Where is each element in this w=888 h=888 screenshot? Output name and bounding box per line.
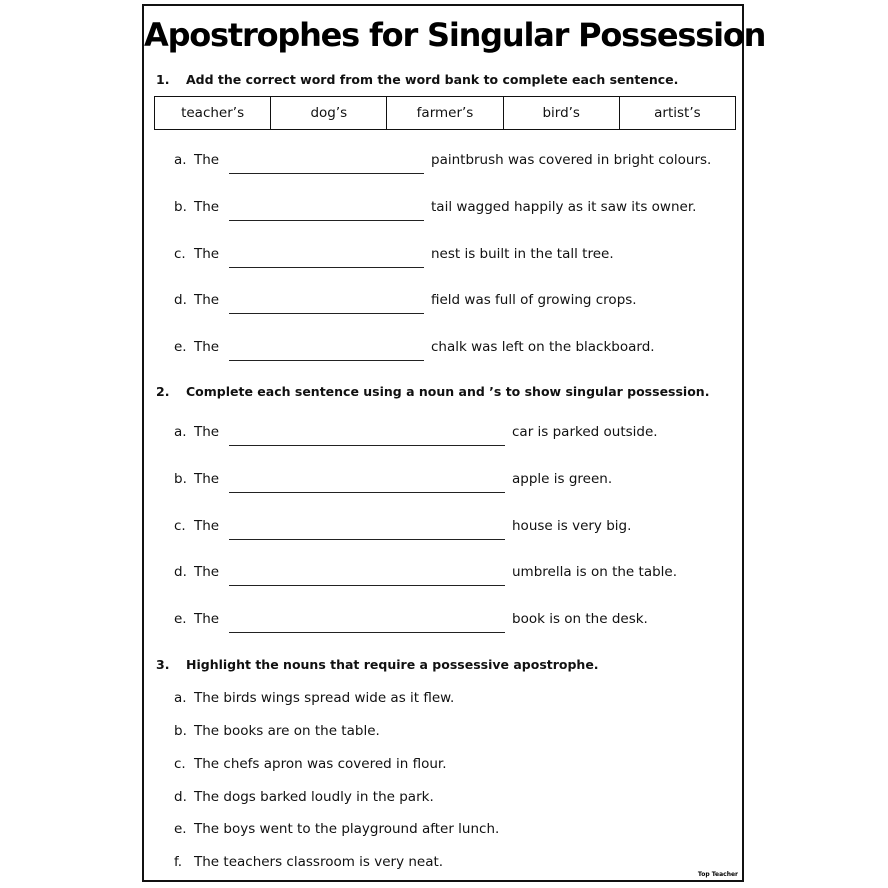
item-letter: b. <box>174 199 187 215</box>
answer-blank[interactable] <box>229 220 424 221</box>
item-letter: c. <box>174 756 186 772</box>
word-bank-item: dog’s <box>271 97 387 129</box>
item-start: The <box>194 424 220 440</box>
item-letter: d. <box>174 789 187 805</box>
item-end: book is on the desk. <box>512 611 648 627</box>
q3-item-d[interactable] <box>174 789 434 805</box>
item-letter: b. <box>174 723 187 739</box>
item-start: The <box>194 339 220 355</box>
item-end: house is very big. <box>512 518 632 534</box>
brand-logo: Top Teacher <box>697 871 738 878</box>
item-letter: c. <box>174 518 186 534</box>
item-end: nest is built in the tall tree. <box>431 246 614 262</box>
item-end: chalk was left on the blackboard. <box>431 339 655 355</box>
item-letter: d. <box>174 292 187 308</box>
answer-blank[interactable] <box>229 585 505 586</box>
answer-blank[interactable] <box>229 492 505 493</box>
q3-item-b[interactable] <box>174 723 380 739</box>
item-letter: a. <box>174 152 187 168</box>
item-start: The <box>194 292 220 308</box>
question-number: 2. <box>156 384 170 399</box>
item-letter: c. <box>174 246 186 262</box>
item-letter: d. <box>174 564 187 580</box>
sentence-text[interactable]: The teachers classroom is very neat. <box>194 854 444 870</box>
worksheet <box>142 4 766 882</box>
question-instruction: Add the correct word from the word bank to complete each sentence. <box>186 72 679 87</box>
answer-blank[interactable] <box>229 632 505 633</box>
worksheet-title: Apostrophes for Singular Possession <box>144 16 766 54</box>
question-instruction: Highlight the nouns that require a possessive apostrophe. <box>186 657 599 672</box>
answer-blank[interactable] <box>229 267 424 268</box>
q3-item-e[interactable] <box>174 821 499 837</box>
item-start: The <box>194 564 220 580</box>
question-3-heading <box>156 657 599 672</box>
item-letter: a. <box>174 690 187 706</box>
item-start: The <box>194 518 220 534</box>
item-end: field was full of growing crops. <box>431 292 637 308</box>
answer-blank[interactable] <box>229 313 424 314</box>
question-instruction: Complete each sentence using a noun and ’s to show singular possession. <box>186 384 710 399</box>
item-letter: a. <box>174 424 187 440</box>
q3-item-f[interactable] <box>174 854 443 870</box>
item-letter: e. <box>174 611 187 627</box>
word-bank-item: artist’s <box>654 105 701 121</box>
answer-blank[interactable] <box>229 445 505 446</box>
word-bank-item: teacher’s <box>155 97 271 129</box>
sentence-text[interactable]: The chefs apron was covered in flour. <box>194 756 447 772</box>
answer-blank[interactable] <box>229 173 424 174</box>
item-start: The <box>194 246 220 262</box>
item-end: apple is green. <box>512 471 613 487</box>
item-letter: e. <box>174 821 187 837</box>
item-letter: f. <box>174 854 183 870</box>
sentence-text[interactable]: The books are on the table. <box>194 723 380 739</box>
question-1-heading <box>156 72 678 87</box>
item-end: tail wagged happily as it saw its owner. <box>431 199 697 215</box>
item-end: car is parked outside. <box>512 424 658 440</box>
question-number: 1. <box>156 72 170 87</box>
sentence-text[interactable]: The birds wings spread wide as it flew. <box>194 690 455 706</box>
item-letter: e. <box>174 339 187 355</box>
q3-item-c[interactable] <box>174 756 447 772</box>
answer-blank[interactable] <box>229 539 505 540</box>
question-2-heading <box>156 384 709 399</box>
item-start: The <box>194 471 220 487</box>
answer-blank[interactable] <box>229 360 424 361</box>
sentence-text[interactable]: The dogs barked loudly in the park. <box>194 789 434 805</box>
item-end: umbrella is on the table. <box>512 564 678 580</box>
item-end: paintbrush was covered in bright colours. <box>431 152 712 168</box>
item-start: The <box>194 152 220 168</box>
question-number: 3. <box>156 657 170 672</box>
item-letter: b. <box>174 471 187 487</box>
word-bank <box>154 96 736 130</box>
item-start: The <box>194 199 220 215</box>
q3-item-a[interactable] <box>174 690 454 706</box>
word-bank-item: farmer’s <box>387 97 503 129</box>
word-bank-item: bird’s <box>504 97 620 129</box>
item-start: The <box>194 611 220 627</box>
sentence-text[interactable]: The boys went to the playground after lunch. <box>194 821 500 837</box>
